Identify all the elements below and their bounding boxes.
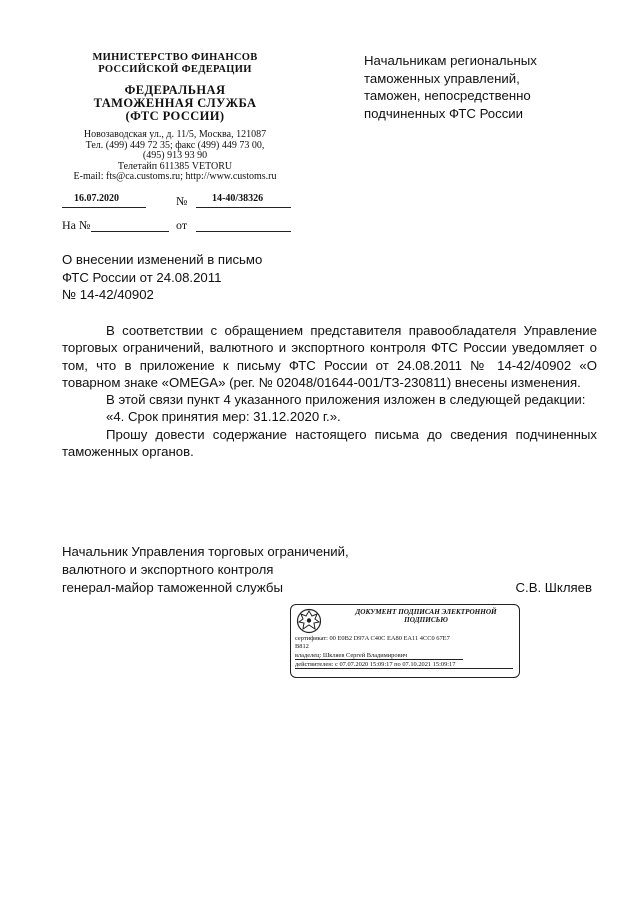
reference-no-label: На № xyxy=(62,218,91,232)
stamp-certificate: сертификат: 00 E0B2 D97A C40C EA80 EA11 4CC0 67E7 xyxy=(295,635,450,642)
stamp-owner: владелец: Шкляев Сергей Владимирович xyxy=(295,652,408,659)
sender-address: Новозаводская ул., д. 11/5, Москва, 121087 xyxy=(83,129,267,140)
service-line-1: ФЕДЕРАЛЬНАЯ xyxy=(124,83,226,97)
body-paragraph-3: «4. Срок принятия мер: 31.12.2020 г.». xyxy=(106,409,341,425)
subject-line-1: О внесении изменений в письмо xyxy=(62,252,263,267)
sender-phone-2: (495) 913 93 90 xyxy=(142,150,208,162)
stamp-certificate-2: B812 xyxy=(295,643,309,650)
registration-no-label: № xyxy=(176,194,188,208)
stamp-validity: действителен: с 07.07.2020 15:09:17 по 07.10.2021 15:09:17 xyxy=(295,661,456,668)
coat-of-arms-icon xyxy=(296,608,322,634)
body-paragraph-4: Прошу довести содержание настоящего письма до сведения подчиненных таможенных органов. xyxy=(62,426,597,460)
letter-subject xyxy=(62,251,262,304)
signature-position-line-1: Начальник Управления торговых ограничений, xyxy=(62,544,349,559)
stamp-title xyxy=(335,608,517,624)
addressee xyxy=(364,52,614,122)
stamp-validity-underline xyxy=(295,668,513,669)
body-paragraph-2: В этой связи пункт 4 указанного приложения изложен в следующей редакции: xyxy=(106,392,586,408)
service-line-3: (ФТС РОССИИ) xyxy=(125,109,225,123)
reference-from-label: от xyxy=(176,218,188,232)
registration-number: 14-40/38326 xyxy=(212,193,264,204)
sender-contacts xyxy=(55,130,295,183)
ministry-name xyxy=(55,52,295,76)
subject-line-3: № 14-42/40902 xyxy=(62,287,154,302)
service-line-2: ТАМОЖЕННАЯ СЛУЖБА xyxy=(93,96,257,110)
reference-from-underline xyxy=(196,231,291,232)
signature-block xyxy=(62,543,597,598)
ministry-line-2: РОССИЙСКОЙ ФЕДЕРАЦИИ xyxy=(98,64,252,75)
letter-body xyxy=(62,322,597,460)
registration-date: 16.07.2020 xyxy=(74,193,119,204)
signature-position-row xyxy=(62,579,597,597)
stamp-title-line-2: ПОДПИСЬЮ xyxy=(404,616,448,625)
stamp-title-line-1: ДОКУМЕНТ ПОДПИСАН ЭЛЕКТРОННОЙ xyxy=(355,608,497,616)
signature-position-line-2: валютного и экспортного контроля xyxy=(62,562,274,578)
sender-email: E-mail: fts@ca.customs.ru; http://www.customs.ru xyxy=(73,171,277,183)
electronic-signature-stamp xyxy=(290,604,520,678)
signatory-name: С.В. Шкляев xyxy=(515,580,592,596)
sender-phone: Тел. (499) 449 72 35; факс (499) 449 73 00, xyxy=(85,139,265,151)
service-name xyxy=(55,84,295,123)
sender-teletype: Телетайп 611385 VETORU xyxy=(117,160,233,172)
date-underline xyxy=(62,207,146,208)
addressee-line-3: таможен, непосредственно xyxy=(364,88,531,103)
body-paragraph-1: В соответствии с обращением представителя правообладателя Управление торговых ограничений, валютного и экспортного контроля ФТС России уведомляет о том, что в приложение к письму ФТС России от 24.08.2011 № 14-42/40902 «О товарном знаке «OMEGA» (рег. № 02048/01644-001/ТЗ-230811) внесены изменения. xyxy=(62,323,597,390)
number-underline xyxy=(196,207,291,208)
signature-position-line-3: генерал-майор таможенной службы xyxy=(62,580,283,596)
ministry-line-1: МИНИСТЕРСТВО ФИНАНСОВ xyxy=(92,52,258,63)
addressee-line-4: подчиненных ФТС России xyxy=(364,105,524,121)
addressee-line-2: таможенных управлений, xyxy=(364,70,520,86)
addressee-line-1: Начальникам региональных xyxy=(364,53,537,68)
reference-no-underline xyxy=(91,231,169,232)
subject-line-2: ФТС России от 24.08.2011 xyxy=(62,269,222,285)
stamp-owner-underline xyxy=(295,659,463,660)
